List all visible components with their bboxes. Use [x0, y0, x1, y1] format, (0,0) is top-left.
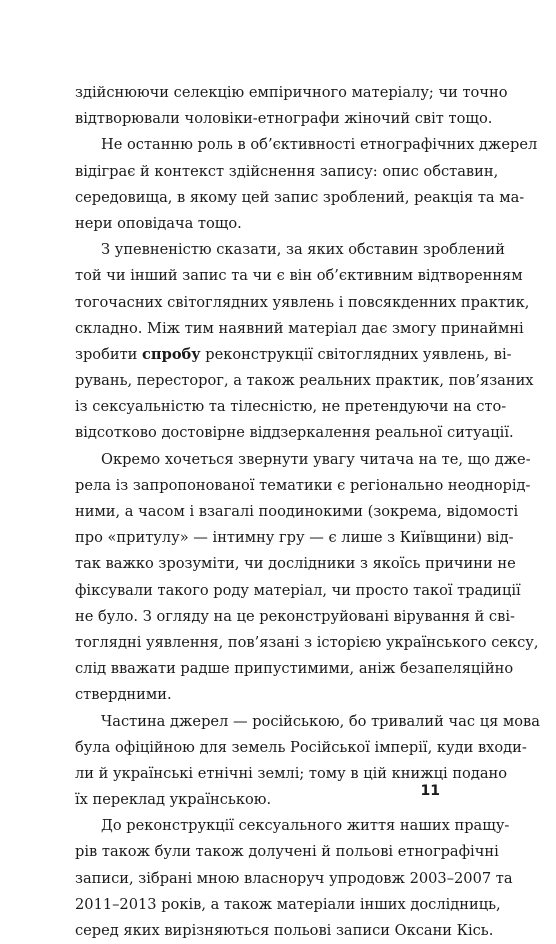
text-line: фіксували такого роду матеріал, чи просто такої традиції: [75, 581, 521, 599]
text-line: той чи інший запис та чи є він об’єктивним відтворенням: [75, 267, 523, 285]
text-line: З упевненістю сказати, за яких обставин зроблений: [101, 241, 505, 259]
paragraph-2: [75, 132, 538, 237]
page-body: [75, 80, 540, 944]
paragraph-6: [75, 813, 513, 944]
text-line: нери оповідача тощо.: [75, 214, 242, 232]
text-line-with-emphasis: [75, 342, 512, 368]
text-line: тогочасних світоглядних уявлень і повсякденних практик,: [75, 293, 530, 311]
text-line: слід вважати радше припустимими, аніж безапеляційно: [75, 660, 514, 678]
page-number: 11: [420, 783, 440, 799]
text-line: записи, зібрані мною власноруч упродовж 2003–2007 та: [75, 869, 513, 887]
paragraph-4: [75, 447, 539, 709]
text-line: відсотково достовірне віддзеркалення реальної ситуації.: [75, 424, 514, 442]
paragraph-3: [75, 237, 534, 447]
text-line: серед яких вирізняються польові записи Оксани Кісь.: [75, 922, 494, 939]
text-line: була офіційною для земель Російської імперії, куди входи-: [75, 738, 527, 756]
text-run: реконструкції світоглядних уявлень, ві-: [200, 345, 512, 363]
text-line: про «притулу» — інтимну гру — є лише з Київщини) від-: [75, 529, 514, 547]
text-line: ними, а часом і взагалі поодинокими (зокрема, відомості: [75, 503, 519, 520]
text-line: Не останню роль в об’єктивності етнографічних джерел: [101, 136, 538, 154]
emphasized-word: спробу: [142, 345, 201, 363]
text-line: із сексуальністю та тілесністю, не претендуючи на сто-: [75, 398, 507, 416]
text-line: рела із запропонованої тематики є регіонально неоднорід-: [75, 476, 531, 494]
text-line: ли й українські етнічні землі; тому в цій книжці подано: [75, 764, 508, 782]
text-line: їх переклад українською.: [75, 791, 272, 809]
text-line: Окремо хочеться звернути увагу читача на те, що дже-: [101, 450, 531, 468]
text-line: складно. Між тим наявний матеріал дає змогу принаймні: [75, 319, 524, 337]
text-line: не було. З огляду на це реконструйовані вірування й сві-: [75, 607, 515, 625]
text-line: середовища, в якому цей запис зроблений, реакція та ма-: [75, 188, 525, 206]
text-line: 2011–2013 років, а також матеріали інших дослідниць,: [75, 895, 501, 913]
text-line: рів також були також долучені й польові етнографічні: [75, 843, 499, 861]
text-line: так важко зрозуміти, чи дослідники з якоїсь причини не: [75, 555, 516, 573]
text-line: До реконструкції сексуального життя наших пращу-: [101, 817, 510, 835]
text-run: зробити: [75, 345, 143, 363]
text-line: рувань, пересторог, а також реальних практик, пов’язаних: [75, 372, 534, 390]
text-line: відтворювали чоловіки-етнографи жіночий світ тощо.: [75, 110, 493, 128]
text-line: Частина джерел — російською, бо тривалий час ця мова: [101, 712, 540, 730]
text-line: ствердними.: [75, 686, 172, 704]
text-line: здійснюючи селекцію емпіричного матеріалу; чи точно: [75, 84, 508, 101]
paragraph-1: [75, 80, 508, 132]
text-line: тоглядні уявлення, пов’язані з історією українського сексу,: [75, 633, 539, 651]
text-line: відіграє й контекст здійснення запису: опис обставин,: [75, 162, 499, 180]
